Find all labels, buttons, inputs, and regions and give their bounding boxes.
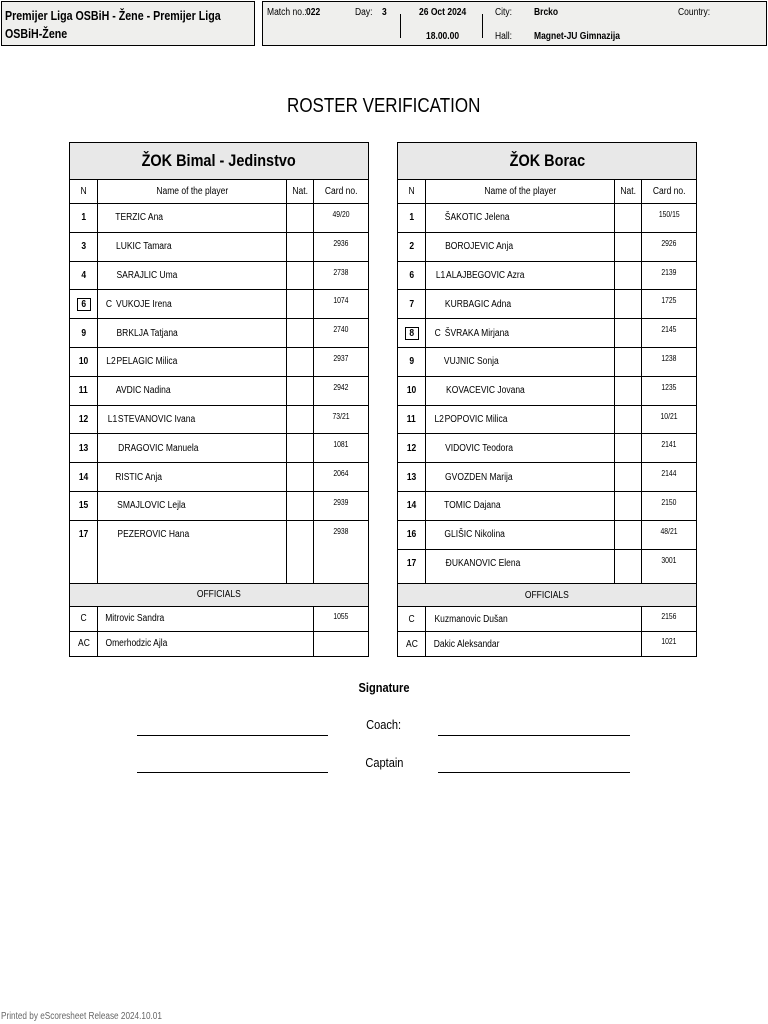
player-row [70, 204, 368, 233]
player-card-cell [642, 319, 696, 347]
player-number-cell [398, 492, 426, 520]
player-name-cell [426, 521, 615, 549]
col-n-header: N [70, 180, 98, 203]
player-name-cell [426, 204, 615, 232]
player-name: BOROJEVIC Anja [445, 241, 514, 253]
player-number-cell [70, 434, 98, 462]
player-nat-cell [287, 434, 314, 462]
player-number: 8 [405, 327, 419, 340]
player-card-no: 2942 [333, 382, 349, 392]
player-role: L1 [107, 413, 118, 425]
player-row [398, 348, 696, 377]
player-number-cell [70, 204, 98, 232]
player-card-cell [314, 204, 368, 232]
official-role-cell [398, 607, 426, 631]
player-nat-cell [615, 406, 642, 434]
player-nat-cell [287, 463, 314, 491]
empty-row [70, 549, 368, 584]
player-number: 6 [77, 298, 91, 311]
player-name: RISTIC Anja [115, 471, 163, 483]
official-role-cell [70, 632, 98, 656]
player-name-cell [426, 348, 615, 376]
match-no-label: Match no.: [267, 7, 307, 18]
player-number: 11 [78, 385, 88, 397]
official-name-cell [98, 607, 314, 631]
player-role: L2 [106, 356, 116, 368]
player-card-cell [642, 492, 696, 520]
player-card-no: 1238 [661, 353, 677, 363]
footer-print-info: Printed by eScoresheet Release 2024.10.01 [1, 1011, 162, 1022]
player-row [70, 262, 368, 291]
player-card-no: 2939 [333, 497, 349, 507]
player-card-no: 3001 [661, 555, 677, 565]
player-card-no: 73/21 [332, 411, 350, 421]
player-name-cell [98, 233, 287, 261]
player-number-cell [398, 319, 426, 347]
player-row [70, 290, 368, 319]
player-name-cell [426, 290, 615, 318]
player-card-cell [642, 204, 696, 232]
player-name-cell [98, 290, 287, 318]
player-number-cell [398, 290, 426, 318]
separator [400, 14, 401, 38]
player-card-cell [642, 233, 696, 261]
player-list [398, 204, 696, 577]
player-name: STEVANOVIC Ivana [117, 413, 196, 425]
player-number-cell [398, 406, 426, 434]
player-number-cell [398, 262, 426, 290]
player-name-cell [426, 492, 615, 520]
player-name: TERZIC Ana [115, 212, 164, 224]
player-nat-cell [615, 348, 642, 376]
player-name: ĐUKANOVIC Elena [445, 557, 521, 569]
player-row [70, 377, 368, 406]
player-row [398, 262, 696, 291]
player-row [70, 406, 368, 435]
player-card-cell [314, 406, 368, 434]
official-role: C [80, 613, 87, 625]
official-card-no: 1055 [333, 611, 349, 621]
player-number: 10 [78, 356, 89, 368]
player-nat-cell [287, 290, 314, 318]
player-number: 17 [78, 529, 89, 541]
player-card-cell [314, 463, 368, 491]
player-name: ŠVRAKA Mirjana [444, 327, 510, 339]
player-row [70, 434, 368, 463]
player-card-cell [314, 233, 368, 261]
player-number-cell [70, 492, 98, 520]
captain-signature-line-right[interactable] [438, 772, 630, 773]
player-nat-cell [287, 377, 314, 405]
player-card-cell [314, 492, 368, 520]
player-number-cell [398, 204, 426, 232]
player-name-cell [98, 262, 287, 290]
official-card-cell [642, 607, 696, 631]
player-nat-cell [615, 319, 642, 347]
player-name-cell [426, 550, 615, 578]
player-number: 2 [409, 241, 414, 253]
roster-header-row [70, 180, 368, 204]
player-row [398, 319, 696, 348]
player-number: 3 [81, 241, 86, 253]
player-number: 14 [406, 500, 417, 512]
player-name: SARAJLIC Uma [116, 269, 178, 281]
player-name: KURBAGIC Adna [444, 298, 512, 310]
player-card-no: 2144 [661, 469, 677, 479]
hall-label: Hall: [495, 31, 513, 42]
team-roster-right [397, 142, 697, 657]
player-card-no: 2937 [333, 353, 349, 363]
player-number: 10 [406, 385, 417, 397]
player-number: 16 [406, 529, 417, 541]
player-card-no: 2145 [661, 325, 677, 335]
player-card-no: 2141 [661, 440, 677, 450]
player-nat-cell [615, 463, 642, 491]
player-nat-cell [615, 492, 642, 520]
player-name: TOMIC Dajana [444, 500, 501, 512]
player-name-cell [426, 434, 615, 462]
player-row [398, 550, 696, 578]
player-name: GVOZDEN Marija [445, 471, 513, 483]
player-number: 7 [409, 298, 414, 310]
player-number: 12 [78, 413, 89, 425]
player-card-cell [314, 348, 368, 376]
captain-signature-line-left[interactable] [137, 772, 328, 773]
player-role: C [105, 298, 112, 310]
player-nat-cell [615, 233, 642, 261]
player-number-cell [398, 521, 426, 549]
player-name: POPOVIC Milica [444, 413, 508, 425]
player-nat-cell [287, 521, 314, 549]
official-card-cell [314, 607, 368, 631]
player-row [70, 521, 368, 549]
player-name-cell [426, 406, 615, 434]
player-card-no: 2150 [661, 497, 677, 507]
player-nat-cell [615, 204, 642, 232]
player-number-cell [70, 406, 98, 434]
player-number-cell [70, 463, 98, 491]
official-role: AC [405, 638, 418, 650]
player-name: KOVACEVIC Jovana [446, 385, 525, 397]
player-name: AVDIC Nadina [115, 385, 171, 397]
player-name-cell [98, 434, 287, 462]
player-number: 14 [78, 471, 89, 483]
player-number-cell [70, 319, 98, 347]
player-number-cell [70, 290, 98, 318]
official-role: AC [77, 638, 90, 650]
separator [482, 14, 483, 38]
official-name-cell [98, 632, 314, 656]
col-name-header: Name of the player [98, 180, 287, 203]
official-name: Dakic Aleksandar [433, 638, 500, 650]
col-nat-header: Nat. [615, 180, 642, 203]
player-name: VIDOVIC Teodora [445, 442, 513, 454]
team-name: ŽOK Borac [398, 143, 696, 180]
player-card-no: 2936 [333, 238, 349, 248]
player-row [398, 290, 696, 319]
player-card-cell [642, 463, 696, 491]
competition-name-line1: Premijer Liga OSBiH - Žene - Premijer Liga [5, 8, 221, 23]
player-number-cell [70, 348, 98, 376]
player-name: VUJNIC Sonja [443, 356, 499, 368]
player-number: 13 [406, 471, 417, 483]
player-name: VUKOJE Irena [116, 298, 172, 310]
player-row [70, 463, 368, 492]
player-name-cell [426, 319, 615, 347]
city-label: City: [495, 7, 512, 18]
col-card-header: Card no. [324, 186, 358, 197]
player-card-cell [642, 406, 696, 434]
player-card-no: 2139 [661, 267, 677, 277]
player-row [398, 434, 696, 463]
player-nat-cell [615, 290, 642, 318]
player-card-no: 49/20 [332, 210, 350, 219]
player-row [398, 233, 696, 262]
player-nat-cell [287, 319, 314, 347]
player-nat-cell [287, 233, 314, 261]
col-nat-header: Nat. [287, 180, 314, 203]
player-name-cell [426, 262, 615, 290]
signature-title: Signature [358, 680, 410, 695]
day-label: Day: [355, 7, 373, 18]
player-name-cell [98, 492, 287, 520]
player-number-cell [398, 233, 426, 261]
player-card-cell [314, 262, 368, 290]
player-row [398, 492, 696, 521]
player-card-no: 10/21 [660, 411, 678, 421]
player-row [70, 233, 368, 262]
player-name: BRKLJA Tatjana [116, 327, 178, 339]
officials-header: OFFICIALS [398, 584, 696, 607]
player-card-cell [314, 377, 368, 405]
official-role: C [408, 613, 415, 625]
col-card-header: Card no. [652, 186, 686, 197]
player-name: DRAGOVIC Manuela [118, 442, 199, 454]
player-role: L1 [435, 269, 446, 281]
player-row [398, 204, 696, 233]
player-card-cell [314, 521, 368, 549]
match-date: 26 Oct 2024 [419, 7, 467, 18]
coach-signature-line-left[interactable] [137, 735, 328, 736]
player-number: 1 [81, 212, 86, 224]
official-name: Kuzmanovic Dušan [434, 613, 508, 625]
player-role: L2 [434, 413, 444, 425]
official-row [398, 632, 696, 656]
player-card-cell [642, 262, 696, 290]
player-card-cell [642, 290, 696, 318]
player-nat-cell [615, 550, 642, 578]
player-name-cell [426, 463, 615, 491]
player-name: PELAGIC Milica [116, 356, 178, 368]
player-card-no: 1725 [661, 296, 677, 306]
player-nat-cell [287, 406, 314, 434]
player-nat-cell [615, 521, 642, 549]
player-name: GLIŠIC Nikolina [444, 529, 505, 541]
official-row [398, 607, 696, 632]
player-row [70, 492, 368, 521]
hall-value: Magnet-JU Gimnazija [534, 31, 620, 42]
player-row [398, 463, 696, 492]
player-card-no: 1074 [333, 296, 349, 306]
player-card-cell [314, 290, 368, 318]
player-row [398, 406, 696, 435]
player-nat-cell [287, 492, 314, 520]
player-number: 6 [409, 269, 414, 281]
player-card-no: 48/21 [660, 526, 678, 536]
match-time: 18.00.00 [426, 31, 460, 42]
player-name: ALAJBEGOVIC Azra [446, 269, 525, 281]
player-card-cell [314, 434, 368, 462]
player-number-cell [70, 521, 98, 549]
player-number: 15 [78, 500, 89, 512]
player-card-cell [642, 377, 696, 405]
player-number-cell [398, 348, 426, 376]
player-number-cell [70, 262, 98, 290]
player-number: 11 [406, 413, 416, 425]
official-role-cell [398, 632, 426, 656]
player-card-no: 2926 [661, 238, 677, 248]
official-name: Mitrovic Sandra [105, 613, 165, 625]
official-card-cell [642, 632, 696, 656]
player-name: LUKIC Tamara [116, 241, 172, 253]
player-number-cell [398, 463, 426, 491]
player-number-cell [70, 377, 98, 405]
col-name-header: Name of the player [426, 180, 615, 203]
player-name-cell [98, 377, 287, 405]
player-number: 17 [406, 557, 417, 569]
country-label: Country: [678, 7, 711, 18]
match-info-box [262, 1, 767, 46]
player-number: 1 [409, 212, 414, 224]
official-name-cell [426, 632, 642, 656]
official-row [70, 607, 368, 632]
player-card-no: 2064 [333, 469, 349, 479]
player-card-cell [314, 319, 368, 347]
player-nat-cell [287, 204, 314, 232]
player-nat-cell [615, 377, 642, 405]
player-nat-cell [287, 262, 314, 290]
player-nat-cell [615, 434, 642, 462]
player-role: C [434, 327, 441, 339]
player-card-no: 2938 [333, 526, 349, 536]
player-number: 13 [78, 442, 89, 454]
player-number-cell [398, 377, 426, 405]
player-nat-cell [615, 262, 642, 290]
player-card-no: 2738 [333, 267, 349, 277]
captain-label: Captain [364, 755, 404, 770]
city-value: Brcko [534, 7, 559, 18]
player-name-cell [98, 348, 287, 376]
official-card-no: 1021 [661, 637, 677, 647]
competition-name-line2: OSBiH-Žene [5, 26, 68, 41]
officials-list [70, 607, 368, 656]
player-name-cell [426, 377, 615, 405]
player-number: 9 [81, 327, 86, 339]
empty-row [398, 577, 696, 584]
player-number: 4 [81, 269, 86, 281]
official-card-no: 2156 [661, 612, 677, 622]
player-card-cell [642, 550, 696, 578]
official-name: Omerhodzic Ajla [105, 638, 168, 650]
coach-label: Coach: [366, 717, 402, 732]
player-nat-cell [287, 348, 314, 376]
team-roster-left [69, 142, 369, 657]
player-card-no: 1081 [333, 440, 349, 450]
player-row [70, 319, 368, 348]
player-name-cell [98, 463, 287, 491]
match-no-value: 022 [306, 7, 321, 18]
player-number-cell [70, 233, 98, 261]
player-name-cell [98, 521, 287, 549]
team-name: ŽOK Bimal - Jedinstvo [70, 143, 368, 180]
official-card-cell [314, 632, 368, 656]
player-card-no: 150/15 [658, 210, 680, 219]
player-list [70, 204, 368, 549]
player-row [398, 377, 696, 406]
day-value: 3 [382, 7, 387, 18]
official-role-cell [70, 607, 98, 631]
official-row [70, 632, 368, 656]
player-name: PEZEROVIC Hana [117, 529, 190, 541]
player-row [70, 348, 368, 377]
player-number: 9 [409, 356, 414, 368]
col-n-header: N [398, 180, 426, 203]
officials-header: OFFICIALS [70, 584, 368, 607]
official-name-cell [426, 607, 642, 631]
player-name: SMAJLOVIC Lejla [117, 500, 186, 512]
player-card-no: 1235 [661, 382, 677, 392]
player-row [398, 521, 696, 550]
player-name-cell [426, 233, 615, 261]
player-card-no: 2740 [333, 325, 349, 335]
competition-box [1, 1, 255, 46]
player-number-cell [398, 550, 426, 578]
player-card-cell [642, 348, 696, 376]
player-name-cell [98, 319, 287, 347]
roster-header-row [398, 180, 696, 204]
player-name: ŠAKOTIC Jelena [444, 212, 510, 224]
player-card-cell [642, 434, 696, 462]
page-title: ROSTER VERIFICATION [287, 95, 481, 117]
player-name-cell [98, 406, 287, 434]
player-number-cell [398, 434, 426, 462]
player-name-cell [98, 204, 287, 232]
coach-signature-line-right[interactable] [438, 735, 630, 736]
player-card-cell [642, 521, 696, 549]
player-number: 12 [406, 442, 417, 454]
officials-list [398, 607, 696, 656]
